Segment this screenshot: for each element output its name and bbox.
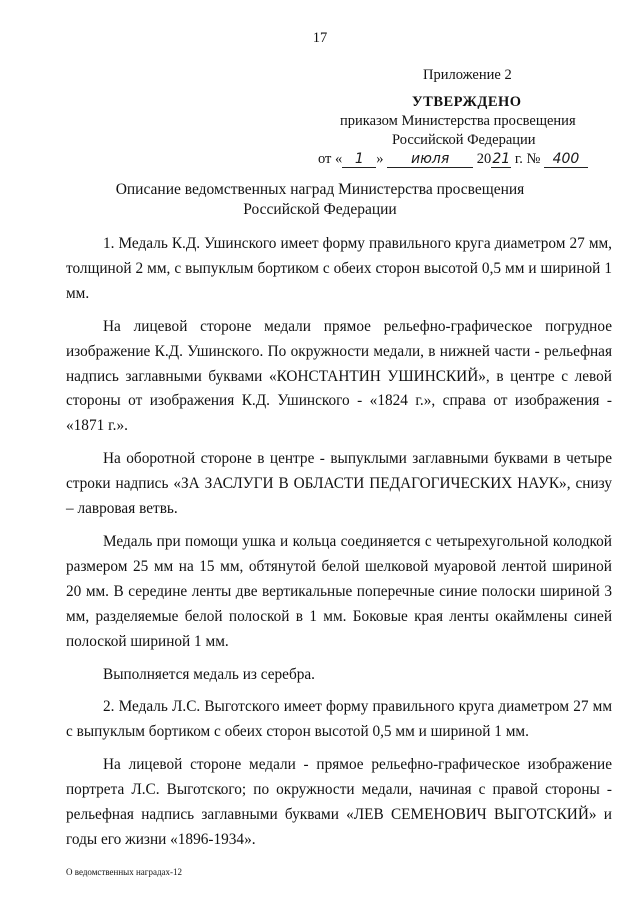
order-number-handwritten: 400 bbox=[544, 151, 588, 168]
date-prefix: от « bbox=[318, 151, 343, 167]
approved-stamp-text: УТВЕРЖДЕНО bbox=[412, 94, 522, 110]
date-year-prefix: 20 bbox=[476, 151, 492, 167]
paragraph-ushinsky-ribbon: Медаль при помощи ушка и кольца соединяется с четырехугольной колодкой размером 25 мм на 15 мм, обтянутой белой шелковой муаровой лентой шириной 20 мм. В середине ленты две вертикальные поперечные синие полоски шириной 3 мм, разделяемые белой полоской в 1 мм. Боковые края ленты окаймлены синей полоской шириной 1 мм. bbox=[66, 532, 612, 650]
title-line-2: Российской Федерации bbox=[243, 201, 397, 218]
paragraph-ushinsky-reverse: На оборотной стороне в центре - выпуклыми заглавными буквами в четыре строки надпись «ЗА ЗАСЛУГИ В ОБЛАСТИ ПЕДАГОГИЧЕСКИХ НАУК», снизу – лавровая ветвь. bbox=[66, 450, 612, 518]
paragraph-ushinsky-obverse: На лицевой стороне медали прямое рельефно-графическое погрудное изображение К.Д. Ушинского. По окружности медали, в нижней части - рельефная надпись заглавными буквами «КОНСТАНТИН УШИНСКИЙ», в центре с левой стороны от изображения К.Д. Ушинского - «1824 г.», справа от изображения - «1871 г.». bbox=[66, 317, 612, 435]
paragraph-ushinsky-material: Выполняется медаль из серебра. bbox=[103, 665, 315, 683]
title-line-1: Описание ведомственных наград Министерства просвещения bbox=[115, 181, 525, 198]
order-line-2: Российской Федерации bbox=[392, 132, 536, 148]
appendix-label: Приложение 2 bbox=[423, 67, 512, 83]
order-date-line bbox=[318, 150, 588, 169]
date-year-handwritten: 21 bbox=[492, 151, 511, 167]
date-month-handwritten: июля bbox=[387, 151, 473, 168]
date-quote-close: » bbox=[376, 151, 384, 167]
document-body bbox=[66, 232, 612, 861]
paragraph-ushinsky-shape: 1. Медаль К.Д. Ушинского имеет форму правильного круга диаметром 27 мм, толщиной 2 мм, с выпуклым бортиком с обеих сторон высотой 0,5 мм и шириной 1 мм. bbox=[66, 235, 612, 302]
page-number: 17 bbox=[312, 30, 328, 46]
order-line-1: приказом Министерства просвещения bbox=[340, 113, 576, 129]
footer-file-label: О ведомственных наградах-12 bbox=[66, 867, 183, 877]
date-day-handwritten: 1 bbox=[342, 151, 376, 168]
date-year-unit: г. № bbox=[514, 151, 541, 167]
paragraph-vygotsky-obverse: На лицевой стороне медали - прямое рельефно-графическое изображение портрета Л.С. Выготского; по окружности медали, начиная с правой стороны - рельефная надпись заглавными буквами «ЛЕВ СЕМЕНОВИЧ ВЫГОТСКИЙ» и годы его жизни «1896-1934». bbox=[66, 756, 612, 848]
paragraph-vygotsky-shape: 2. Медаль Л.С. Выготского имеет форму правильного круга диаметром 27 мм с выпуклым бортиком с обеих сторон высотой 0,5 мм и шириной 1 мм. bbox=[66, 698, 612, 741]
document-title bbox=[0, 180, 640, 220]
